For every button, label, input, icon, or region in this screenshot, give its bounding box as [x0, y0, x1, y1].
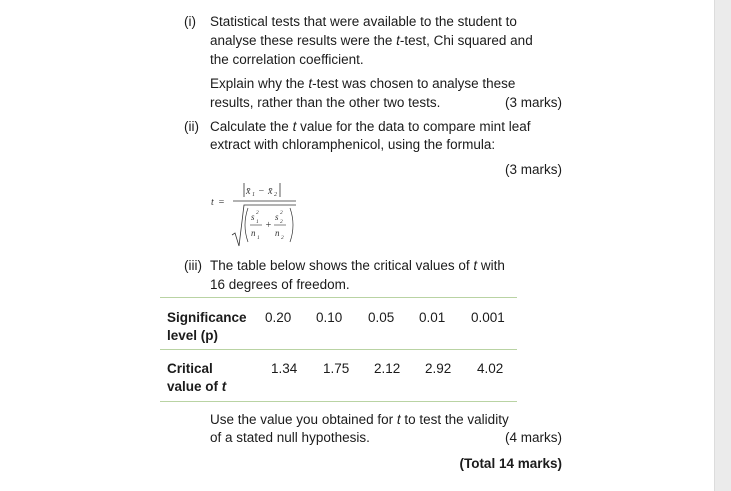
- part-i-explain-1: Explain why the t-test was chosen to analyse these: [210, 76, 516, 91]
- crit-value-1: 1.34: [271, 361, 298, 376]
- crit-value-3: 2.12: [374, 361, 401, 376]
- table-rule-bottom: [160, 401, 517, 402]
- svg-text:1: 1: [256, 219, 259, 225]
- t-test-formula: [208, 180, 308, 250]
- part-i-explain-2: results, rather than the other two tests.: [210, 95, 441, 110]
- formula-plus: +: [265, 220, 272, 231]
- sig-value-2: 0.10: [316, 310, 343, 325]
- crit-value-5: 4.02: [477, 361, 504, 376]
- part-ii-line-2: extract with chloramphenicol, using the formula:: [210, 137, 496, 152]
- crit-value-4: 2.92: [425, 361, 452, 376]
- svg-text:2: 2: [280, 219, 283, 225]
- sig-value-5: 0.001: [471, 310, 505, 325]
- formula-s2: s: [275, 212, 279, 222]
- sig-value-1: 0.20: [265, 310, 292, 325]
- table-rule-middle: [160, 349, 517, 350]
- page-edge: [714, 0, 731, 491]
- crit-value-2: 1.75: [323, 361, 350, 376]
- formula-x2: x̄: [268, 186, 273, 197]
- svg-text:2: 2: [256, 210, 259, 216]
- sig-value-3: 0.05: [368, 310, 395, 325]
- row-label-critical: Critical: [167, 361, 213, 376]
- part-iii-number: (iii): [184, 258, 202, 273]
- row-label-significance: Significance: [167, 310, 247, 325]
- part-i-line-3: the correlation coefficient.: [210, 52, 364, 67]
- part-ii-line-1: Calculate the t value for the data to compare mint leaf: [210, 119, 531, 134]
- sig-value-4: 0.01: [419, 310, 446, 325]
- formula-equals: =: [218, 197, 225, 208]
- formula-x1: x̄: [246, 186, 251, 197]
- formula-s1: s: [251, 212, 255, 222]
- part-i-marks: (3 marks): [505, 95, 562, 110]
- formula-n2: n: [275, 228, 280, 238]
- part-i-number: (i): [184, 14, 196, 29]
- formula-n1: n: [251, 228, 256, 238]
- row-label-level: level (p): [167, 328, 219, 343]
- part-i-line-1: Statistical tests that were available to the student to: [210, 14, 517, 29]
- part-ii-number: (ii): [184, 119, 199, 134]
- part-i-line-2: analyse these results were the t-test, Chi squared and: [210, 33, 533, 48]
- svg-text:2: 2: [280, 210, 283, 216]
- part-iii-use-1: Use the value you obtained for t to test the validity: [210, 412, 509, 427]
- total-marks: (Total 14 marks): [459, 456, 562, 471]
- part-iii-line-1: The table below shows the critical values of t with: [210, 258, 505, 273]
- formula-lhs: t: [211, 197, 214, 208]
- svg-text:2: 2: [274, 192, 277, 198]
- table-rule-top: [160, 297, 517, 298]
- part-iii-marks: (4 marks): [505, 430, 562, 445]
- row-label-value-of-t: value of t: [167, 379, 227, 394]
- svg-text:2: 2: [281, 235, 284, 241]
- part-ii-marks: (3 marks): [505, 162, 562, 177]
- part-iii-use-2: of a stated null hypothesis.: [210, 430, 370, 445]
- formula-minus: −: [258, 186, 265, 197]
- part-iii-line-2: 16 degrees of freedom.: [210, 277, 350, 292]
- svg-text:1: 1: [252, 192, 255, 198]
- svg-text:1: 1: [257, 235, 260, 241]
